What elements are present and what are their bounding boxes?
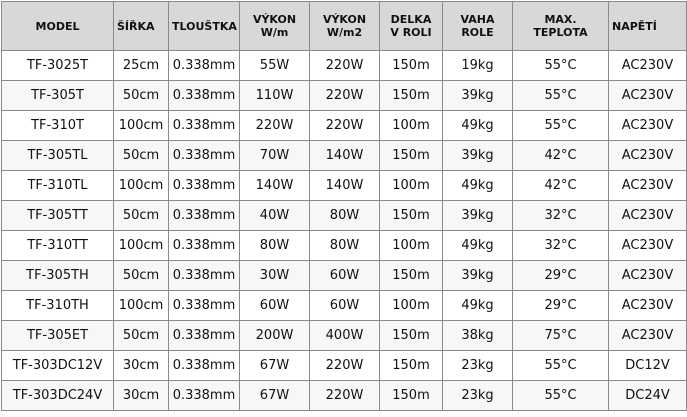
- cell-thickness: 0.338mm: [169, 81, 240, 111]
- header-voltage: [609, 2, 687, 51]
- table-row: [2, 291, 687, 321]
- table-row: [2, 171, 687, 201]
- cell-max-temperature: 55°C: [513, 111, 609, 141]
- cell-roll-length: 150m: [380, 321, 443, 351]
- cell-max-temperature: 55°C: [513, 381, 609, 411]
- cell-model: TF-310TH: [2, 291, 114, 321]
- cell-power-per-m: 140W: [240, 171, 310, 201]
- cell-width: 50cm: [114, 81, 169, 111]
- table-row: [2, 351, 687, 381]
- cell-power-per-m2: 140W: [310, 171, 380, 201]
- cell-power-per-m2: 400W: [310, 321, 380, 351]
- cell-width: 50cm: [114, 141, 169, 171]
- table-row: [2, 81, 687, 111]
- cell-voltage: AC230V: [609, 111, 687, 141]
- cell-model: TF-305ET: [2, 321, 114, 351]
- cell-voltage: AC230V: [609, 51, 687, 81]
- cell-roll-weight: 49kg: [443, 171, 513, 201]
- header-model: [2, 2, 114, 51]
- cell-thickness: 0.338mm: [169, 111, 240, 141]
- cell-width: 100cm: [114, 231, 169, 261]
- cell-max-temperature: 29°C: [513, 291, 609, 321]
- cell-voltage: AC230V: [609, 171, 687, 201]
- cell-model: TF-305TT: [2, 201, 114, 231]
- cell-roll-length: 150m: [380, 351, 443, 381]
- cell-width: 50cm: [114, 201, 169, 231]
- header-text: ROLE: [461, 26, 494, 39]
- cell-thickness: 0.338mm: [169, 261, 240, 291]
- cell-width: 100cm: [114, 111, 169, 141]
- cell-roll-weight: 39kg: [443, 81, 513, 111]
- cell-voltage: AC230V: [609, 291, 687, 321]
- cell-roll-length: 100m: [380, 111, 443, 141]
- cell-roll-weight: 49kg: [443, 291, 513, 321]
- header-power-per-m: [240, 2, 310, 51]
- cell-power-per-m2: 60W: [310, 261, 380, 291]
- cell-roll-weight: 38kg: [443, 321, 513, 351]
- cell-power-per-m: 110W: [240, 81, 310, 111]
- cell-roll-length: 100m: [380, 231, 443, 261]
- cell-width: 50cm: [114, 261, 169, 291]
- cell-power-per-m: 220W: [240, 111, 310, 141]
- table-row: [2, 261, 687, 291]
- cell-thickness: 0.338mm: [169, 51, 240, 81]
- header-roll-weight: [443, 2, 513, 51]
- header-thickness: [169, 2, 240, 51]
- cell-model: TF-303DC24V: [2, 381, 114, 411]
- header-text: VAHA: [460, 13, 495, 26]
- cell-thickness: 0.338mm: [169, 231, 240, 261]
- cell-roll-length: 150m: [380, 261, 443, 291]
- cell-max-temperature: 29°C: [513, 261, 609, 291]
- header-roll-length: [380, 2, 443, 51]
- cell-roll-weight: 39kg: [443, 141, 513, 171]
- cell-power-per-m: 40W: [240, 201, 310, 231]
- header-text: TLOUŠTKA: [172, 19, 237, 33]
- cell-power-per-m: 80W: [240, 231, 310, 261]
- cell-roll-length: 150m: [380, 381, 443, 411]
- cell-power-per-m2: 220W: [310, 111, 380, 141]
- cell-max-temperature: 42°C: [513, 141, 609, 171]
- cell-model: TF-303DC12V: [2, 351, 114, 381]
- cell-model: TF-305TL: [2, 141, 114, 171]
- header-text: DELKA: [390, 13, 432, 26]
- cell-roll-weight: 23kg: [443, 381, 513, 411]
- cell-power-per-m: 67W: [240, 351, 310, 381]
- cell-power-per-m2: 80W: [310, 201, 380, 231]
- cell-width: 100cm: [114, 171, 169, 201]
- cell-power-per-m2: 220W: [310, 351, 380, 381]
- cell-width: 30cm: [114, 381, 169, 411]
- cell-roll-weight: 49kg: [443, 111, 513, 141]
- cell-power-per-m2: 140W: [310, 141, 380, 171]
- cell-voltage: AC230V: [609, 141, 687, 171]
- table-row: [2, 381, 687, 411]
- cell-model: TF-310TL: [2, 171, 114, 201]
- cell-max-temperature: 55°C: [513, 351, 609, 381]
- header-text: VÝKON: [252, 13, 297, 26]
- header-row: [2, 2, 687, 51]
- cell-voltage: AC230V: [609, 321, 687, 351]
- cell-roll-length: 150m: [380, 81, 443, 111]
- table-header: [2, 2, 687, 51]
- table-body: [2, 51, 687, 411]
- header-text: MAX.: [544, 13, 577, 26]
- cell-max-temperature: 55°C: [513, 51, 609, 81]
- cell-width: 25cm: [114, 51, 169, 81]
- cell-roll-length: 150m: [380, 141, 443, 171]
- cell-thickness: 0.338mm: [169, 381, 240, 411]
- cell-voltage: AC230V: [609, 201, 687, 231]
- cell-voltage: DC12V: [609, 351, 687, 381]
- cell-thickness: 0.338mm: [169, 351, 240, 381]
- cell-thickness: 0.338mm: [169, 141, 240, 171]
- cell-power-per-m: 70W: [240, 141, 310, 171]
- cell-max-temperature: 32°C: [513, 231, 609, 261]
- cell-roll-weight: 19kg: [443, 51, 513, 81]
- header-text: VÝKON: [322, 13, 367, 26]
- header-text: ŠÍŘKA: [117, 19, 155, 33]
- table-row: [2, 231, 687, 261]
- cell-width: 100cm: [114, 291, 169, 321]
- cell-thickness: 0.338mm: [169, 291, 240, 321]
- table-row: [2, 141, 687, 171]
- cell-model: TF-305T: [2, 81, 114, 111]
- table-row: [2, 201, 687, 231]
- cell-model: TF-3025T: [2, 51, 114, 81]
- cell-roll-length: 100m: [380, 171, 443, 201]
- cell-voltage: DC24V: [609, 381, 687, 411]
- cell-roll-weight: 39kg: [443, 261, 513, 291]
- cell-power-per-m: 55W: [240, 51, 310, 81]
- cell-width: 30cm: [114, 351, 169, 381]
- cell-roll-length: 150m: [380, 51, 443, 81]
- cell-max-temperature: 42°C: [513, 171, 609, 201]
- cell-power-per-m: 67W: [240, 381, 310, 411]
- cell-power-per-m2: 60W: [310, 291, 380, 321]
- cell-model: TF-310TT: [2, 231, 114, 261]
- cell-roll-weight: 23kg: [443, 351, 513, 381]
- cell-power-per-m2: 80W: [310, 231, 380, 261]
- cell-thickness: 0.338mm: [169, 171, 240, 201]
- cell-roll-length: 150m: [380, 201, 443, 231]
- cell-roll-length: 100m: [380, 291, 443, 321]
- table-row: [2, 51, 687, 81]
- cell-voltage: AC230V: [609, 81, 687, 111]
- cell-max-temperature: 75°C: [513, 321, 609, 351]
- cell-thickness: 0.338mm: [169, 201, 240, 231]
- cell-max-temperature: 55°C: [513, 81, 609, 111]
- cell-power-per-m2: 220W: [310, 381, 380, 411]
- cell-model: TF-310T: [2, 111, 114, 141]
- header-power-per-m2: [310, 2, 380, 51]
- header-text: W/m: [260, 26, 289, 39]
- cell-model: TF-305TH: [2, 261, 114, 291]
- table-row: [2, 321, 687, 351]
- cell-power-per-m: 60W: [240, 291, 310, 321]
- header-text: MODEL: [35, 19, 80, 33]
- cell-voltage: AC230V: [609, 231, 687, 261]
- header-text: TEPLOTA: [533, 26, 588, 39]
- header-text: W/m2: [326, 26, 363, 39]
- header-text: NAPĚTÍ: [612, 19, 657, 33]
- cell-thickness: 0.338mm: [169, 321, 240, 351]
- cell-voltage: AC230V: [609, 261, 687, 291]
- cell-power-per-m2: 220W: [310, 81, 380, 111]
- cell-power-per-m2: 220W: [310, 51, 380, 81]
- spec-table: [1, 1, 687, 411]
- header-text: V ROLI: [390, 26, 432, 39]
- table-row: [2, 111, 687, 141]
- cell-roll-weight: 39kg: [443, 201, 513, 231]
- header-max-temperature: [513, 2, 609, 51]
- cell-roll-weight: 49kg: [443, 231, 513, 261]
- cell-width: 50cm: [114, 321, 169, 351]
- cell-max-temperature: 32°C: [513, 201, 609, 231]
- cell-power-per-m: 30W: [240, 261, 310, 291]
- header-width: [114, 2, 169, 51]
- cell-power-per-m: 200W: [240, 321, 310, 351]
